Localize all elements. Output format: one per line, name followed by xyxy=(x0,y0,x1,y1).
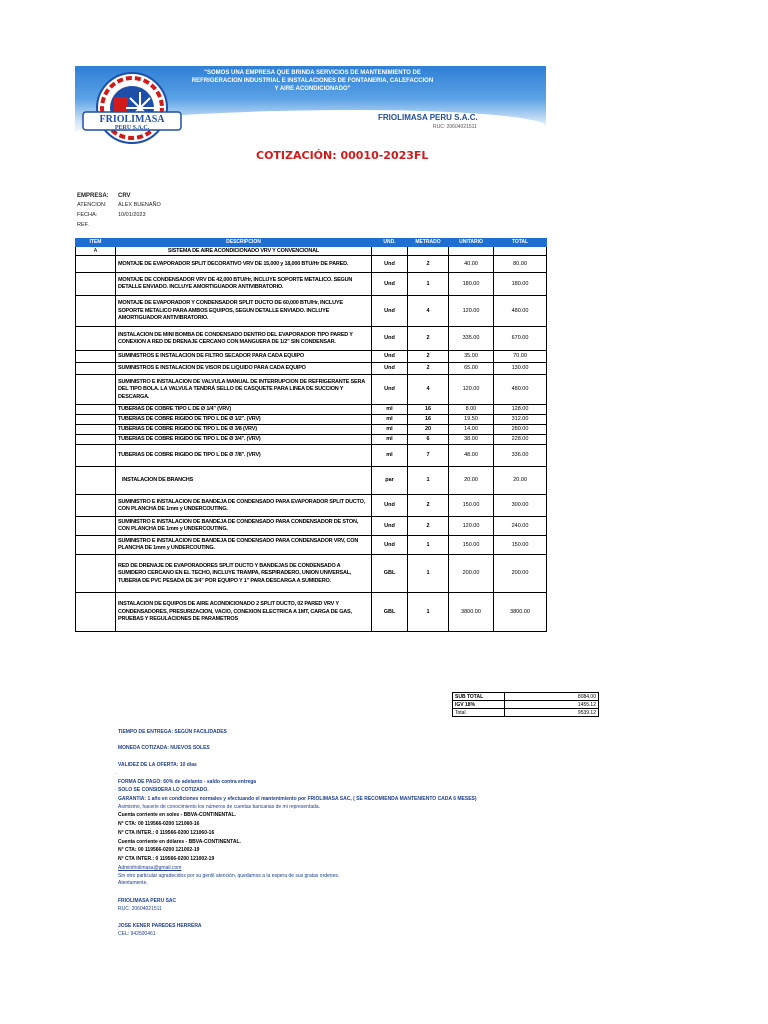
quantity-cell: 4 xyxy=(408,296,449,327)
currency: MONEDA COTIZADA: NUEVOS SOLES xyxy=(118,745,210,751)
table-row xyxy=(76,256,547,273)
item-cell xyxy=(76,296,116,327)
quantity-cell: 2 xyxy=(408,327,449,351)
table-row xyxy=(76,425,547,435)
unit-price-cell: 3800.00 xyxy=(449,593,494,632)
quantity-cell: 4 xyxy=(408,375,449,405)
unit-price-cell: 120.00 xyxy=(449,375,494,405)
unit-price-cell: 200.00 xyxy=(449,555,494,593)
table-row xyxy=(76,467,547,495)
table-row xyxy=(76,445,547,467)
unit-price-cell: 40.00 xyxy=(449,256,494,273)
col-header-item: ITEM xyxy=(76,239,116,247)
col-header-description: DESCRIPCION xyxy=(116,239,372,247)
bullet-mark: - xyxy=(115,770,117,775)
total-cell: 200.00 xyxy=(494,555,547,593)
unit-price-cell: 150.00 xyxy=(449,536,494,555)
quantity-cell: 2 xyxy=(408,495,449,517)
col-header-unit: UND. xyxy=(372,239,408,247)
unit-price-cell: 8.00 xyxy=(449,405,494,415)
unit-price-cell: 48.00 xyxy=(449,445,494,467)
meta-label-empresa: EMPRESA: xyxy=(77,193,109,199)
unit-cell: par xyxy=(372,467,408,495)
unit-cell: ml xyxy=(372,445,408,467)
quantity-cell: 1 xyxy=(408,555,449,593)
table-row xyxy=(76,327,547,351)
table-row xyxy=(76,296,547,327)
item-cell xyxy=(76,363,116,375)
unit-price-cell: 150.00 xyxy=(449,495,494,517)
meta-value-atencion: ALEX BUENAÑO xyxy=(118,202,161,208)
description-cell: TUBERIAS DE COBRE RIGIDO DE TIPO L DE Ø 7/8". (VRV) xyxy=(116,445,372,467)
description-cell: TUBERIAS DE COBRE RIGIDO DE TIPO L DE Ø 1/2". (VRV) xyxy=(116,415,372,425)
description-cell: TUBERIAS DE COBRE RIGIDO DE TIPO L DE Ø 3/8 (VRV) xyxy=(116,425,372,435)
unit-price-cell: 120.00 xyxy=(449,517,494,536)
item-cell xyxy=(76,327,116,351)
total-cell: 670.00 xyxy=(494,327,547,351)
company-ruc: RUC: 20604021511 xyxy=(433,124,477,130)
company-logo xyxy=(80,70,188,148)
total-cell: 480.00 xyxy=(494,375,547,405)
total-cell: 70.00 xyxy=(494,351,547,363)
table-row xyxy=(76,351,547,363)
table-row xyxy=(76,405,547,415)
quote-title: COTIZACIÓN: 00010-2023FL xyxy=(256,149,429,162)
igv-label: IGV 18% xyxy=(453,701,505,709)
unit-cell: Und xyxy=(372,517,408,536)
total-label: Total xyxy=(453,709,505,717)
description-cell: INSTALACION DE BRANCHS xyxy=(116,467,372,495)
unit-cell: ml xyxy=(372,415,408,425)
item-cell xyxy=(76,273,116,296)
unit-cell: GBL xyxy=(372,555,408,593)
item-cell xyxy=(76,351,116,363)
unit-cell: ml xyxy=(372,435,408,445)
unit-cell: Und xyxy=(372,363,408,375)
description-cell: TUBERIAS DE COBRE RIGIDO DE TIPO L DE Ø 3/4". (VRV) xyxy=(116,435,372,445)
thanks-note: Sin otro particular agradecidos por su gentil atención, quedamos a la espera de sus gratas ordenes. xyxy=(118,873,340,879)
total-cell: 300.00 xyxy=(494,495,547,517)
table-row xyxy=(76,273,547,296)
unit-price-cell: 20.00 xyxy=(449,467,494,495)
subtotal-label: SUB TOTAL xyxy=(453,693,505,701)
item-cell xyxy=(76,435,116,445)
logo-subtext: PERU S.A.C. xyxy=(114,125,150,131)
table-row xyxy=(76,555,547,593)
unit-cell: GBL xyxy=(372,593,408,632)
table-row xyxy=(76,375,547,405)
col-header-quantity: METRADO xyxy=(408,239,449,247)
dollars-interbank-number: N° CTA INTER.: 0 119566-0200 121002-19 xyxy=(118,856,215,862)
igv-value: 1455.12 xyxy=(505,701,599,709)
quantity-cell: 6 xyxy=(408,435,449,445)
total-cell: 240.00 xyxy=(494,517,547,536)
item-cell xyxy=(76,375,116,405)
quantity-cell: 2 xyxy=(408,351,449,363)
bullet-mark: - xyxy=(115,786,117,791)
table-row xyxy=(76,495,547,517)
description-cell: MONTAJE DE EVAPORADOR SPLIT DECORATIVO VRV DE 15,000 y 18,000 BTU/Hr DE PARED. xyxy=(116,256,372,273)
unit-price-cell: 38.00 xyxy=(449,435,494,445)
item-cell xyxy=(76,445,116,467)
quantity-cell: 16 xyxy=(408,415,449,425)
total-cell: 480.00 xyxy=(494,296,547,327)
total-value: 9539.12 xyxy=(505,709,599,717)
table-header-row xyxy=(76,239,547,247)
meta-label-atencion: ATENCION: xyxy=(77,202,107,208)
quantity-cell: 20 xyxy=(408,425,449,435)
regards: Atentamente, xyxy=(118,880,148,886)
description-cell: INSTALACION DE MINI BOMBA DE CONDENSADO DENTRO DEL EVAPORADOR TIPO PARED Y CONEXION A RED DE DRENAJE CERCANO CON MANGUERA DE 1/2" SIN CONDENSAR. xyxy=(116,327,372,351)
igv-row xyxy=(453,701,599,709)
total-cell: 280.00 xyxy=(494,425,547,435)
unit-cell: Und xyxy=(372,273,408,296)
total-cell: 312.00 xyxy=(494,415,547,425)
totals-table xyxy=(452,692,599,717)
unit-cell: Und xyxy=(372,327,408,351)
offer-validity: VALIDEZ DE LA OFERTA: 10 dias xyxy=(118,762,197,768)
table-row xyxy=(76,536,547,555)
subtotal-row xyxy=(453,693,599,701)
soles-account-number: N° CTA: 00 119566-0200 121060-16 xyxy=(118,821,200,827)
item-cell xyxy=(76,555,116,593)
table-row xyxy=(76,363,547,375)
total-row xyxy=(453,709,599,717)
bank-note: Asimismo, hacerle de conocimiento los números de cuentas bancarias de mi representada. xyxy=(118,804,321,810)
total-cell: 20.00 xyxy=(494,467,547,495)
description-cell: SUMINISTRO E INSTALACION DE BANDEJA DE CONDENSADO PARA EVAPORADOR SPLIT DUCTO, CON PLANCHA DE 1mm y UNDERCOUTING. xyxy=(116,495,372,517)
quantity-cell: 1 xyxy=(408,273,449,296)
soles-interbank-number: N° CTA INTER.: 0 119566-0200 121060-16 xyxy=(118,830,215,836)
company-tagline: "SOMOS UNA EMPRESA QUE BRINDA SERVICIOS DE MANTENIMIENTO DE REFRIGERACION INDUSTRIAL E INSTALACIONES DE FONTANERIA, CALEFACCION Y AIRE ACONDICIONADO" xyxy=(191,70,434,92)
unit-price-cell: 35.00 xyxy=(449,351,494,363)
total-cell: 130.00 xyxy=(494,363,547,375)
unit-price-cell: 180.00 xyxy=(449,273,494,296)
unit-cell: Und xyxy=(372,256,408,273)
description-cell: INSTALACION DE EQUIPOS DE AIRE ACONDICIONADO 2 SPLIT DUCTO, 02 PARED VRV Y CONDENSADORES, PRESURIZACION, VACIO, CONEXION ELECTRICA A 1MT, CARGA DE GAS, PRUEBAS Y REGULACIONES DE PARAMETROS xyxy=(116,593,372,632)
item-cell xyxy=(76,593,116,632)
signature-ruc: RUC: 20604021511 xyxy=(118,906,162,912)
payment-terms: FORMA DE PAGO: 60% de adelanto - saldo contra entrega xyxy=(118,779,257,785)
col-header-total: TOTAL xyxy=(494,239,547,247)
total-cell: 228.00 xyxy=(494,435,547,445)
meta-value-empresa: CRV xyxy=(118,193,131,199)
description-cell: TUBERIAS DE COBRE TIPO L DE Ø 1/4" (VRV) xyxy=(116,405,372,415)
meta-label-ref: REF. xyxy=(77,222,89,228)
total-cell: 80.00 xyxy=(494,256,547,273)
item-cell xyxy=(76,256,116,273)
unit-cell: Und xyxy=(372,375,408,405)
quantity-cell: 2 xyxy=(408,517,449,536)
quantity-cell: 2 xyxy=(408,363,449,375)
quantity-cell: 1 xyxy=(408,536,449,555)
item-cell xyxy=(76,405,116,415)
section-item: A xyxy=(76,247,116,256)
unit-cell: ml xyxy=(372,425,408,435)
quantity-cell: 7 xyxy=(408,445,449,467)
unit-price-cell: 19.50 xyxy=(449,415,494,425)
delivery-time: TIEMPO DE ENTREGA: SEGÚN FACILIDADES xyxy=(118,729,227,735)
total-cell: 3800.00 xyxy=(494,593,547,632)
item-cell xyxy=(76,517,116,536)
item-cell xyxy=(76,536,116,555)
unit-cell: Und xyxy=(372,351,408,363)
quoted-only: SOLO SE CONSIDERA LO COTIZADO. xyxy=(118,787,209,793)
item-cell xyxy=(76,425,116,435)
quantity-cell: 16 xyxy=(408,405,449,415)
unit-cell: Und xyxy=(372,296,408,327)
total-cell: 180.00 xyxy=(494,273,547,296)
total-cell: 336.00 xyxy=(494,445,547,467)
table-row xyxy=(76,415,547,425)
unit-cell: Und xyxy=(372,536,408,555)
signature-cel: CEL: 942500461 xyxy=(118,931,156,937)
dollars-account-title: Cuenta corriente en dólares - BBVA-CONTINENTAL. xyxy=(118,839,241,845)
description-cell: SUMINISTROS E INSTALACION DE FILTRO SECADOR PARA CADA EQUIPO xyxy=(116,351,372,363)
unit-cell: Und xyxy=(372,495,408,517)
logo-text: FRIOLIMASA xyxy=(99,114,165,125)
bullet-mark: - xyxy=(115,795,117,800)
item-cell xyxy=(76,415,116,425)
quotation-table xyxy=(75,238,547,632)
description-cell: MONTAJE DE CONDENSADOR VRV DE 42,000 BTU/Hr, INCLUYE SOPORTE METALICO. SEGUN DETALLE ENVIADO. INCLUYE AMORTIGUADOR ANTIVIBRATORIO. xyxy=(116,273,372,296)
description-cell: RED DE DRENAJE DE EVAPORADORES SPLIT DUCTO Y BANDEJAS DE CONDENSADO A SUMIDERO CERCANO EN EL TECHO, INCLUYE TRAMPA, RESPIRADERO, UNION UNIVERSAL, TUBERIA DE PVC PESADA DE 3/4" POR EQUIPO Y 1" PARA DESCARGA A SUMIDERO. xyxy=(116,555,372,593)
table-row xyxy=(76,517,547,536)
unit-price-cell: 14.00 xyxy=(449,425,494,435)
unit-cell: ml xyxy=(372,405,408,415)
total-cell: 150.00 xyxy=(494,536,547,555)
unit-price-cell: 65.00 xyxy=(449,363,494,375)
table-row xyxy=(76,593,547,632)
signature-company: FRIOLIMASA PERU SAC xyxy=(118,898,177,904)
item-cell xyxy=(76,495,116,517)
description-cell: SUMINISTRO E INSTALACION DE VALVULA MANUAL DE INTERRUPCION DE REFRIGERANTE SERA DEL TIPO BOLA. LA VALVULA TENDRÁ SELLO DE CASQUETE PARA LINEA DE SUCCION Y DESCARGA. xyxy=(116,375,372,405)
section-title: SISTEMA DE AIRE ACONDICIONADO VRV Y CONVENCIONAL xyxy=(116,247,372,256)
quantity-cell: 2 xyxy=(408,256,449,273)
total-cell: 128.00 xyxy=(494,405,547,415)
description-cell: SUMINISTRO E INSTALACION DE BANDEJA DE CONDENSADO PARA CONDENSADOR VRV, CON PLANCHA DE 1mm y UNDERCOUTING. xyxy=(116,536,372,555)
dollars-account-number: N° CTA: 00 119566-0200 121002-19 xyxy=(118,847,200,853)
warranty: GARANTIA: 1 año en condiciones normales y efectuando el mantenimiento por FRIOLIMASA SAC, ( SE RECOMIENDA MANTENIENTO CADA 6 MESES) xyxy=(118,796,477,802)
company-name: FRIOLIMASA PERU S.A.C. xyxy=(378,113,478,122)
unit-price-cell: 335.00 xyxy=(449,327,494,351)
email-link[interactable]: Adminfriolimasa@gmail.com xyxy=(118,865,182,871)
subtotal-value: 8084.00 xyxy=(505,693,599,701)
table-row xyxy=(76,435,547,445)
quantity-cell: 1 xyxy=(408,467,449,495)
description-cell: SUMINISTRO E INSTALACION DE BANDEJA DE CONDENSADO PARA CONDENSADOR DE STON, CON PLANCHA DE 1mm y UNDERCOUTING. xyxy=(116,517,372,536)
col-header-unit-price: UNITARIO xyxy=(449,239,494,247)
unit-price-cell: 120.00 xyxy=(449,296,494,327)
description-cell: MONTAJE DE EVAPORADOR Y CONDENSADOR SPLIT DUCTO DE 60,000 BTU/Hr, INCLUYE SOPORTE METALICO PARA AMBOS EQUIPOS, SEGUN DETALLE ENVIADO. INCLUYE AMORTIGUADOR ANTIVIBRATORIO. xyxy=(116,296,372,327)
description-cell: SUMINISTROS E INSTALACION DE VISOR DE LIQUIDO PARA CADA EQUIPO xyxy=(116,363,372,375)
meta-label-fecha: FECHA: xyxy=(77,212,98,218)
soles-account-title: Cuenta corriente en soles - BBVA-CONTINENTAL. xyxy=(118,812,236,818)
item-cell xyxy=(76,467,116,495)
signature-name: JOSE KENER PAREDES HERRERA xyxy=(118,923,202,929)
quantity-cell: 1 xyxy=(408,593,449,632)
section-row xyxy=(76,247,547,256)
meta-value-fecha: 10/01/2023 xyxy=(118,212,146,218)
